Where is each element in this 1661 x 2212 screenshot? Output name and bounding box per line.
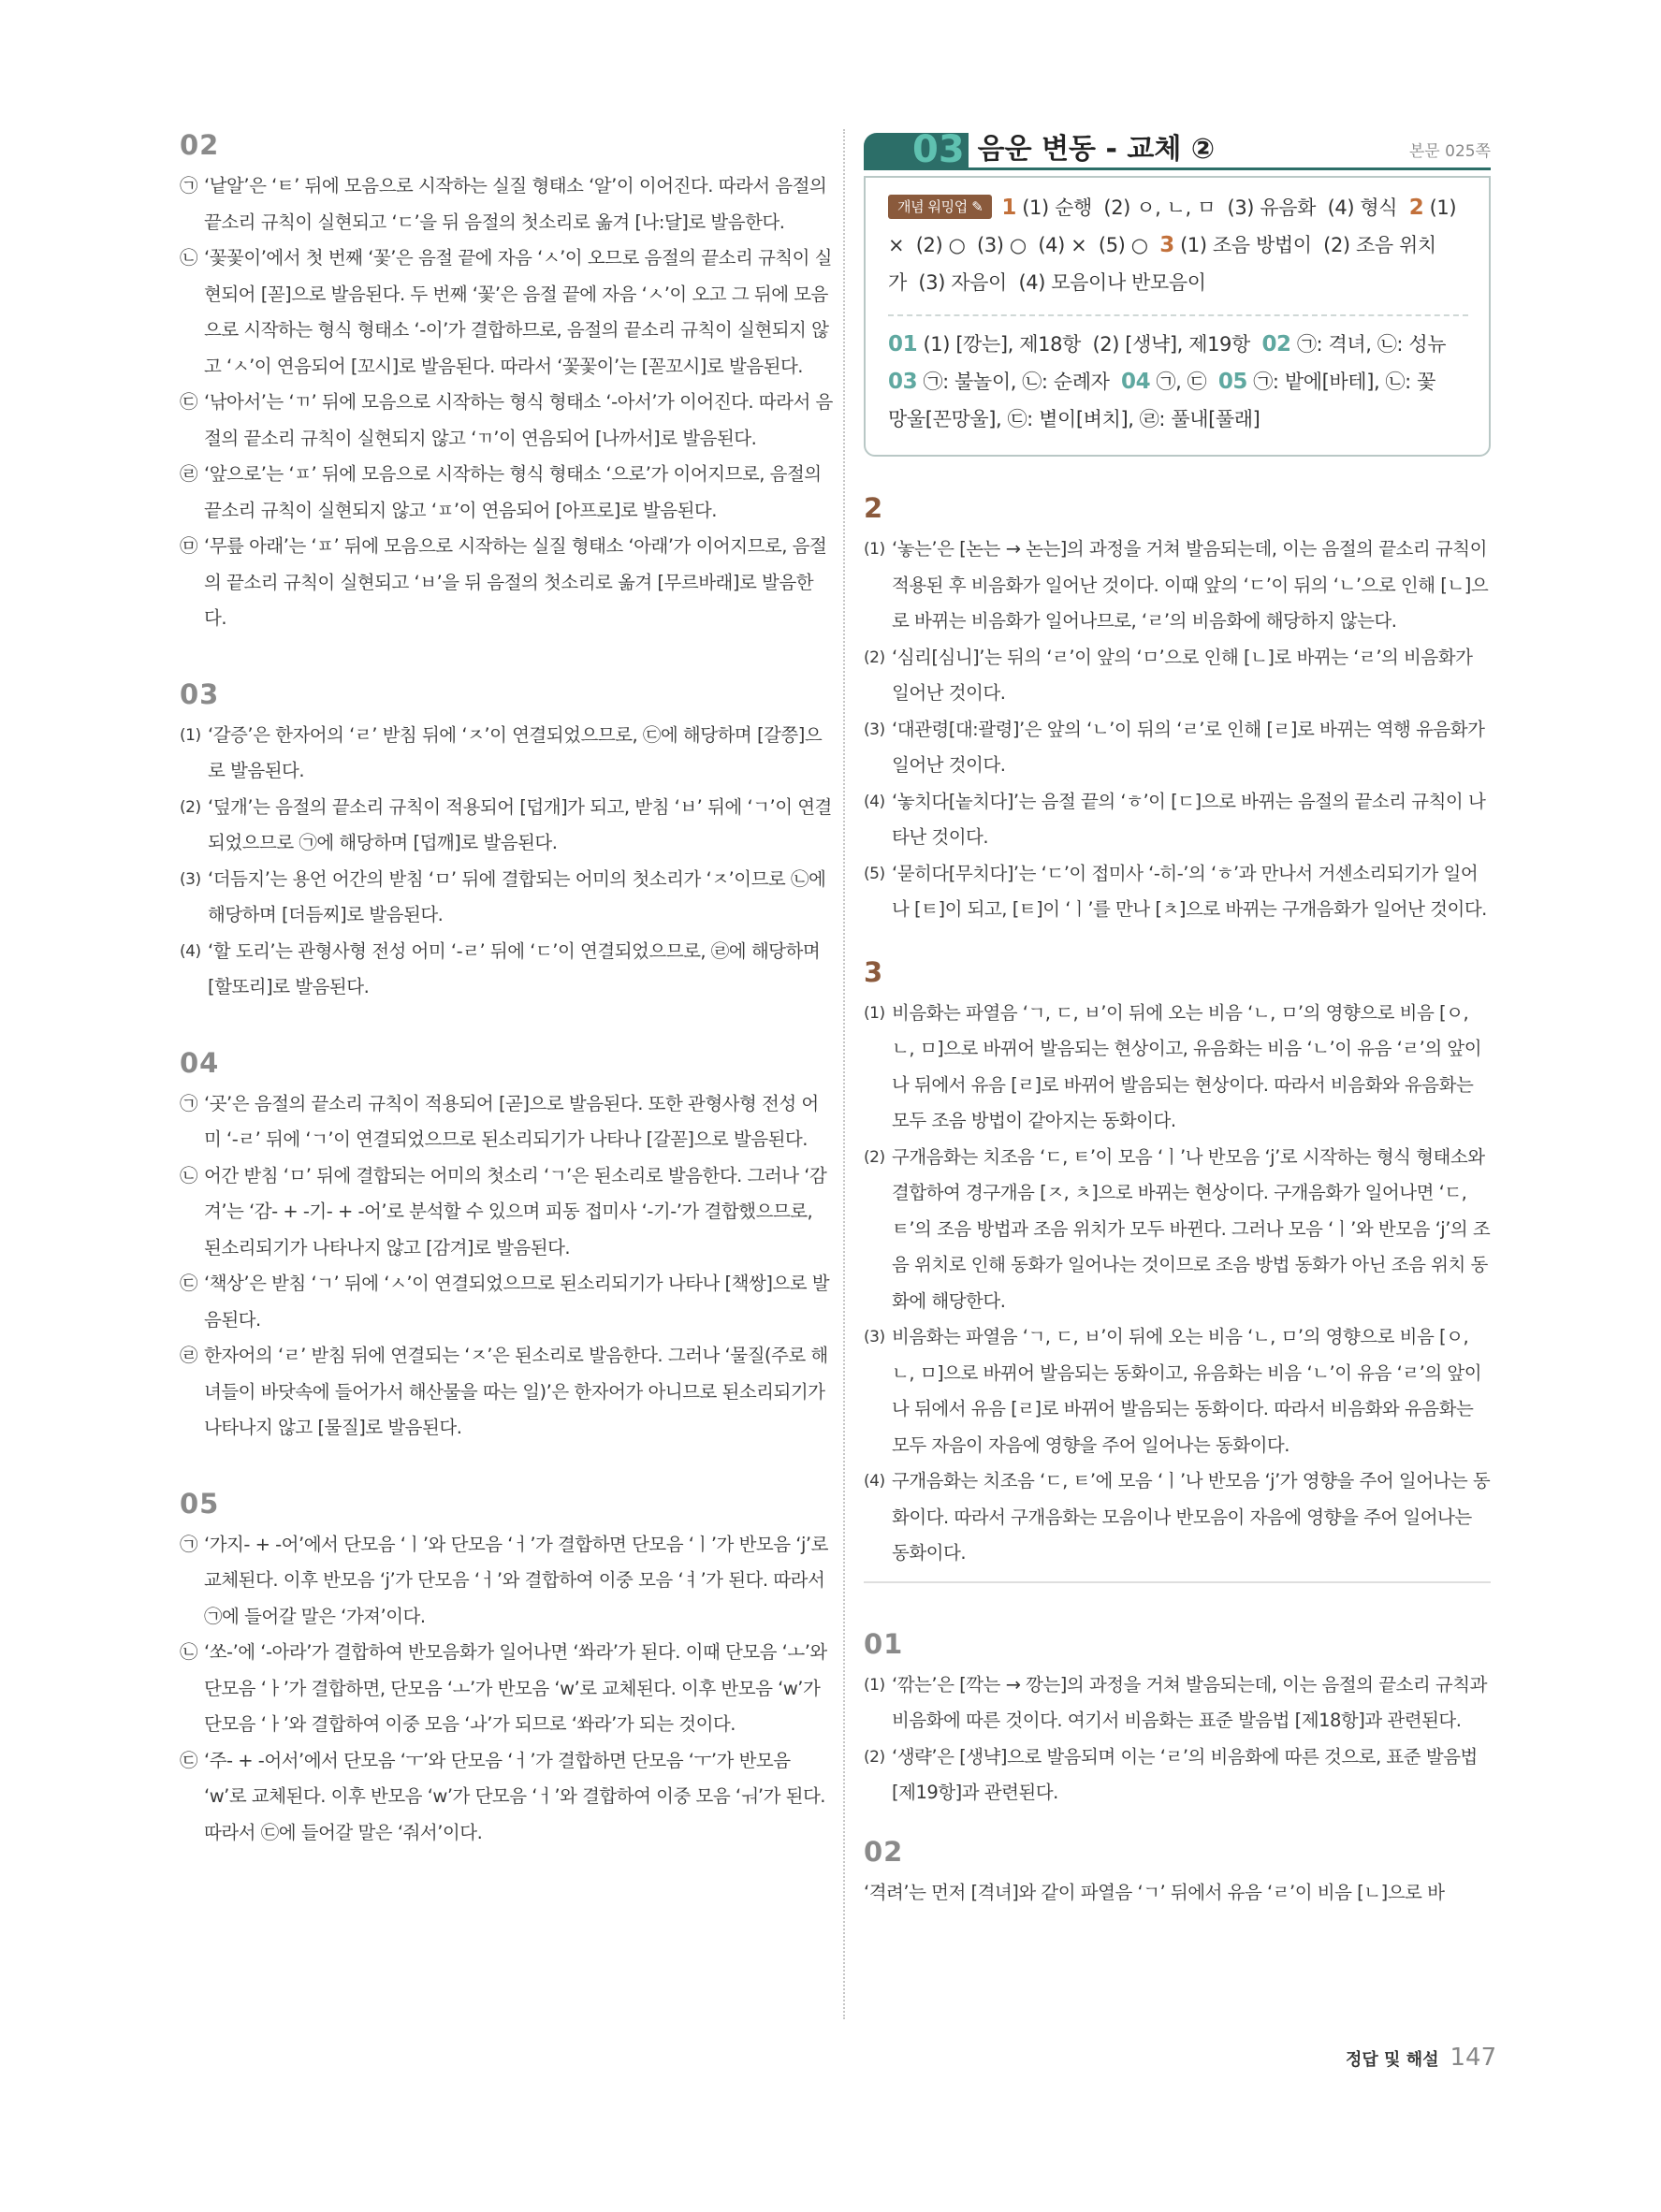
list-item [180,934,833,1006]
answer-text: (1) 순행 (2) ㅇ, ㄴ, ㅁ (3) 유음화 (4) 형식 [1015,196,1409,219]
answer-text: (1) [1423,196,1457,219]
answer-section-02 [180,129,833,637]
list-item [864,1739,1491,1812]
item-marker: (2) [864,1747,885,1767]
item-marker: (4) [864,792,885,811]
list-item [864,640,1491,712]
item-marker: ㉢ [180,1273,198,1294]
item-list [864,1667,1491,1812]
list-item [864,1140,1491,1320]
item-text: ‘할 도리’는 관형사형 전성 어미 ‘-ㄹ’ 뒤에 ‘ㄷ’이 연결되었으므로, ㉣에 해당하며 [할또리]로 발음된다. [208,939,821,997]
section-number: 02 [180,129,220,161]
answer-text: ㉠: 밭에[바테], ㉡: 꽃 [1247,371,1435,393]
item-text: 비음화는 파열음 ‘ㄱ, ㄷ, ㅂ’이 뒤에 오는 비음 ‘ㄴ, ㅁ’의 영향으로 비음 [ㅇ, ㄴ, ㅁ]으로 바뀌어 발음되는 현상이고, 유음화는 비음 ‘ㄴ’이 유음 ‘ㄹ’의 앞이나 뒤에서 유음 [ㄹ]로 바뀌어 발음되는 현상이다. 따라서 비음화와 유음화는 모두 조음 방법이 같아지는 동화이다. [892,1001,1482,1131]
section-number: 2 [864,492,884,524]
answer-section-02-right [864,1836,1491,1912]
list-item [180,385,833,457]
warmup-line-2 [888,226,1468,264]
item-marker: ㉢ [180,391,198,413]
item-text: ‘심리[심니]’는 뒤의 ‘ㄹ’이 앞의 ‘ㅁ’으로 인해 [ㄴ]로 바뀌는 ‘ㄹ’의 비음화가 일어난 것이다. [892,646,1473,704]
list-item [180,1266,833,1338]
column-divider [843,129,845,2019]
item-marker: (2) [180,797,201,817]
item-text: ‘앞으로’는 ‘ㅍ’ 뒤에 모음으로 시작하는 형식 형태소 ‘으로’가 이어지므로, 음절의 끝소리 규칙이 실현되지 않고 ‘ㅍ’이 연음되어 [아프로]로 발음된다. [204,463,822,521]
item-marker: ㉣ [180,1345,198,1366]
page-reference: 본문 025쪽 [1408,142,1491,161]
warmup-badge: 개념 워밍업 ✎ [888,195,992,219]
item-marker: ㉡ [180,1164,198,1186]
list-item [864,712,1491,784]
list-item [180,1527,833,1636]
item-list [180,1086,833,1447]
item-marker: (1) [864,540,885,559]
box-separator [888,314,1468,316]
answer-section-04 [180,1047,833,1447]
answer-line-3 [888,400,1468,438]
list-item [864,531,1491,640]
item-text: 구개음화는 치조음 ‘ㄷ, ㅌ’에 모음 ‘ㅣ’나 반모음 ‘j’가 영향을 주어 일어나는 동화이다. 따라서 구개음화는 모음이나 반모음이 자음에 영향을 주어 일어나는 동화이다. [892,1470,1491,1564]
item-text: ‘갈증’은 한자어의 ‘ㄹ’ 받침 뒤에 ‘ㅈ’이 연결되었으므로, ㉢에 해당하며 [갈쯩]으로 발음된다. [208,723,823,781]
item-marker: (1) [864,1675,885,1695]
answer-text: ㉠: 격녀, ㉡: 성뉴 [1290,333,1447,356]
list-item [180,718,833,790]
item-marker: ㉡ [180,247,198,269]
list-item [180,790,833,862]
section-number: 3 [864,955,884,988]
page-footer [1346,2044,1496,2072]
item-text: 한자어의 ‘ㄹ’ 받침 뒤에 연결되는 ‘ㅈ’은 된소리로 발음한다. 그러나 ‘물질(주로 해녀들이 바닷속에 들어가서 해산물을 따는 일)’은 한자어가 아니므로 된소리되기가 나타나지 않고 [물질]로 발음된다. [204,1345,828,1438]
item-text: 비음화는 파열음 ‘ㄱ, ㄷ, ㅂ’이 뒤에 오는 비음 ‘ㄴ, ㅁ’의 영향으로 비음 [ㅇ, ㄴ, ㅁ]으로 바뀌어 발음되는 동화이고, 유음화는 비음 ‘ㄴ’이 유음 ‘ㄹ’의 앞이나 뒤에서 유음 [ㄹ]로 바뀌어 발음되는 동화이다. 따라서 비음화와 유음화는 모두 자음이 자음에 영향을 주어 일어나는 동화이다. [892,1326,1482,1456]
section-text: ‘격려’는 먼저 [격녀]와 같이 파열음 ‘ㄱ’ 뒤에서 유음 ‘ㄹ’이 비음 [ㄴ]으로 바 [864,1881,1445,1903]
list-item [864,1667,1491,1739]
unit-title: 음운 변동 - 교체 ② [977,133,1216,166]
item-marker: (3) [180,869,201,889]
list-item [180,1743,833,1852]
section-number: 05 [180,1487,220,1520]
item-list [180,1527,833,1852]
item-text: ‘곳’은 음절의 끝소리 규칙이 적용되어 [곧]으로 발음된다. 또한 관형사형 전성 어미 ‘-ㄹ’ 뒤에 ‘ㄱ’이 연결되었으므로 된소리되기가 나타나 [갈꼳]으로 발음된다. [204,1092,819,1150]
section-divider [864,1581,1491,1583]
answer-section-05 [180,1488,833,1852]
list-item [180,1635,833,1743]
item-text: ‘꽃꽃이’에서 첫 번째 ‘꽃’은 음절 끝에 자음 ‘ㅅ’이 오므로 음절의 끝소리 규칙이 실현되어 [꼳]으로 발음된다. 두 번째 ‘꽃’은 음절 끝에 자음 ‘ㅅ’이 오고 그 뒤에 모음으로 시작하는 형식 형태소 ‘-이’가 결합하므로, 음절의 끝소리 규칙이 실현되지 않고 ‘ㅅ’이 연음되어 [꼬시]로 발음된다. 따라서 ‘꽃꽃이’는 [꼳꼬시]로 발음된다. [204,247,833,377]
list-item [864,1463,1491,1572]
item-number: 01 [888,332,918,357]
page-number: 147 [1450,2044,1497,2072]
item-list [180,168,833,637]
item-marker: (1) [864,1003,885,1023]
list-item [864,856,1491,928]
answer-text: × (2) ○ (3) ○ (4) × (5) ○ [888,234,1160,256]
section-number: 02 [864,1835,904,1868]
item-marker: (5) [864,864,885,883]
warmup-section-3 [864,956,1491,1572]
item-marker: (2) [864,1147,885,1167]
item-text: ‘주- + -어서’에서 단모음 ‘ㅜ’와 단모음 ‘ㅓ’가 결합하면 단모음 ‘ㅜ’가 반모음 ‘w’로 교체된다. 이후 반모음 ‘w’가 단모음 ‘ㅓ’와 결합하여 이중 모음 ‘ㅝ’가 된다. 따라서 ㉢에 들어갈 말은 ‘줘서’이다. [204,1749,826,1843]
item-marker: ㉢ [180,1749,198,1771]
list-item [180,862,833,934]
answer-text: 망울[꼰망울], ㉢: 볕이[벼치], ㉣: 풀내[풀래] [888,408,1260,430]
item-text: ‘책상’은 받침 ‘ㄱ’ 뒤에 ‘ㅅ’이 연결되었으므로 된소리되기가 나타나 [책쌍]으로 발음된다. [204,1273,830,1331]
item-marker: ㉣ [180,463,198,485]
item-number: 3 [1159,233,1174,257]
left-column [180,129,833,1892]
list-item [180,1086,833,1158]
list-item [180,1158,833,1267]
item-text: ‘놓치다[놑치다]’는 음절 끝의 ‘ㅎ’이 [ㄷ]으로 바뀌는 음절의 끝소리 규칙이 나타난 것이다. [892,790,1486,848]
list-item [180,240,833,385]
unit-number: 03 [912,128,965,171]
unit-header [864,129,1491,170]
right-column [864,129,1491,1952]
item-text: ‘낱알’은 ‘ㅌ’ 뒤에 모음으로 시작하는 실질 형태소 ‘알’이 이어진다. 따라서 음절의 끝소리 규칙이 실현되고 ‘ㄷ’을 뒤 음절의 첫소리로 옮겨 [나:달]로 발음한다. [204,175,827,233]
item-marker: (3) [864,1328,885,1346]
list-item [864,996,1491,1140]
pencil-icon: ✎ [971,198,983,215]
list-item [180,1338,833,1447]
item-text: 구개음화는 치조음 ‘ㄷ, ㅌ’이 모음 ‘ㅣ’나 반모음 ‘j’로 시작하는 형식 형태소와 결합하여 경구개음 [ㅈ, ㅊ]으로 바뀌는 현상이다. 구개음화가 일어나면 ‘ㄷ, ㅌ’의 조음 방법과 조음 위치가 모두 바뀐다. 그러나 모음 ‘ㅣ’와 반모음 ‘j’의 조음 위치로 인해 동화가 일어나는 것이므로 조음 방법 동화가 아닌 조음 위치 동화에 해당한다. [892,1145,1491,1312]
item-marker: (4) [180,941,201,961]
item-text: ‘쏘-’에 ‘-아라’가 결합하여 반모음화가 일어나면 ‘쏴라’가 된다. 이때 단모음 ‘ㅗ’와 단모음 ‘ㅏ’가 결합하면, 단모음 ‘ㅗ’가 반모음 ‘w’로 교체된다. 이후 반모음 ‘w’가 단모음 ‘ㅏ’와 결합하여 이중 모음 ‘ㅘ’가 되므로 ‘쏴라’가 되는 것이다. [204,1641,827,1735]
item-list [180,718,833,1006]
item-marker: (3) [864,720,885,739]
list-item [180,168,833,240]
item-number: 1 [1001,196,1016,220]
answer-text: ㉠: 불놀이, ㉡: 순례자 [917,371,1122,393]
item-text: ‘깎는’은 [깍는 → 깡는]의 과정을 거쳐 발음되는데, 이는 음절의 끝소리 규칙과 비음화에 따른 것이다. 여기서 비음화는 표준 발음법 [제18항]과 관련된다. [892,1673,1487,1731]
item-marker: ㉠ [180,1533,198,1555]
item-marker: ㉤ [180,535,198,557]
item-marker: (2) [864,648,885,667]
section-number: 03 [180,677,220,710]
list-item [864,1319,1491,1463]
footer-label: 정답 및 해설 [1346,2050,1439,2070]
item-number: 04 [1121,370,1151,394]
item-marker: ㉠ [180,175,198,196]
item-marker: (4) [864,1472,885,1491]
warmup-line-1 [888,189,1468,226]
warmup-section-2 [864,492,1491,928]
list-item [180,457,833,529]
item-number: 05 [1217,370,1248,394]
item-text: ‘무릎 아래’는 ‘ㅍ’ 뒤에 모음으로 시작하는 실질 형태소 ‘아래’가 이어지므로, 음절의 끝소리 규칙이 실현되고 ‘ㅂ’을 뒤 음절의 첫소리로 옮겨 [무르바래]로 발음한다. [204,535,827,629]
item-list [864,996,1491,1572]
item-marker: ㉠ [180,1092,198,1114]
answer-text: 가 (3) 자음이 (4) 모음이나 반모음이 [888,271,1206,294]
answer-section-03 [180,678,833,1006]
answer-text: (1) [깡는], 제18항 (2) [생냑], 제19항 [917,333,1262,356]
item-number: 03 [888,370,918,394]
list-item [864,784,1491,856]
answer-section-01-right [864,1628,1491,1812]
answer-text: (1) 조음 방법이 (2) 조음 위치 [1173,234,1436,256]
item-number: 2 [1408,196,1424,220]
item-text: ‘생략’은 [생냑]으로 발음되며 이는 ‘ㄹ’의 비음화에 따른 것으로, 표준 발음법 [제19항]과 관련된다. [892,1745,1478,1803]
section-number: 01 [864,1627,904,1660]
item-text: ‘대관령[대:괄령]’은 앞의 ‘ㄴ’이 뒤의 ‘ㄹ’로 인해 [ㄹ]로 바뀌는 역행 유음화가 일어난 것이다. [892,718,1485,776]
answer-line-2 [888,363,1468,400]
warmup-line-3 [888,264,1468,301]
item-text: ‘묻히다[무치다]’는 ‘ㄷ’이 접미사 ‘-히-’의 ‘ㅎ’과 만나서 거센소리되기가 일어나 [ㅌ]이 되고, [ㅌ]이 ‘ㅣ’를 만나 [ㅊ]으로 바뀌는 구개음화가 일어난 것이다. [892,862,1487,920]
list-item [180,529,833,637]
item-marker: ㉡ [180,1641,198,1663]
item-text: ‘더듬지’는 용언 어간의 받침 ‘ㅁ’ 뒤에 결합되는 어미의 첫소리가 ‘ㅈ’이므로 ㉡에 해당하며 [더듬찌]로 발음된다. [208,867,826,925]
answer-line-1 [888,326,1468,363]
item-list [864,531,1491,928]
item-text: 어간 받침 ‘ㅁ’ 뒤에 결합되는 어미의 첫소리 ‘ㄱ’은 된소리로 발음한다. 그러나 ‘감겨’는 ‘감- + -기- + -어’로 분석할 수 있으며 피동 접미사 ‘-기-’가 결합했으므로, 된소리되기가 나타나지 않고 [감겨]로 발음된다. [204,1164,827,1259]
item-number: 02 [1261,332,1291,357]
item-text: ‘덮개’는 음절의 끝소리 규칙이 적용되어 [덥개]가 되고, 받침 ‘ㅂ’ 뒤에 ‘ㄱ’이 연결되었으므로 ㉠에 해당하며 [덥깨]로 발음된다. [208,795,832,853]
item-text: ‘가지- + -어’에서 단모음 ‘ㅣ’와 단모음 ‘ㅓ’가 결합하면 단모음 ‘ㅣ’가 반모음 ‘j’로 교체된다. 이후 반모음 ‘j’가 단모음 ‘ㅓ’와 결합하여 이중 모음 ‘ㅕ’가 된다. 따라서 ㉠에 들어갈 말은 ‘가져’이다. [204,1533,828,1627]
item-text: ‘놓는’은 [논는 → 논는]의 과정을 거쳐 발음되는데, 이는 음절의 끝소리 규칙이 적용된 후 비음화가 일어난 것이다. 이때 앞의 ‘ㄷ’이 뒤의 ‘ㄴ’으로 인해 [ㄴ]으로 바뀌는 비음화가 일어나므로, ‘ㄹ’의 비음화에 해당하지 않는다. [892,538,1489,632]
answer-text: ㉠, ㉢ [1150,371,1218,393]
section-number: 04 [180,1046,220,1079]
answer-summary-box [864,176,1491,457]
item-marker: (1) [180,725,201,745]
item-text: ‘낚아서’는 ‘ㄲ’ 뒤에 모음으로 시작하는 형식 형태소 ‘-아서’가 이어진다. 따라서 음절의 끝소리 규칙이 실현되지 않고 ‘ㄲ’이 연음되어 [나까서]로 발음된다. [204,391,833,449]
